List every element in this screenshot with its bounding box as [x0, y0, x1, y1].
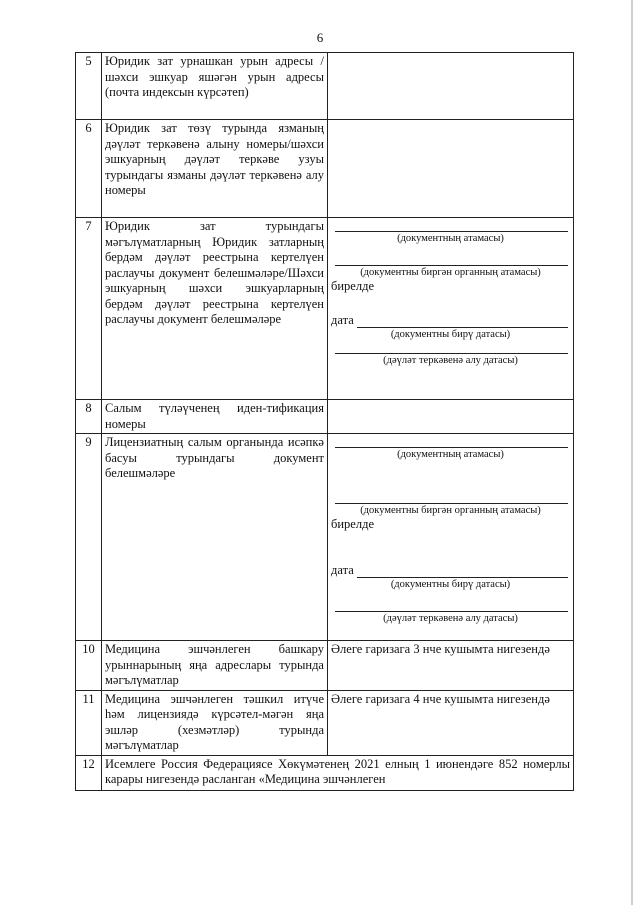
document-name-caption: (документның атамасы)	[397, 449, 504, 460]
issuer-name-caption: (документны биргән органның атамасы)	[360, 267, 541, 278]
row-description: Медицина эшчәнлеген тәшкил итүче һәм лицензиядә күрсәтел-мәгән яңа эшләр (хезмәтләр) турында мәгълүматлар	[102, 690, 328, 755]
registration-date-field[interactable]	[335, 341, 568, 354]
document-name-field[interactable]	[335, 219, 568, 232]
row-number: 11	[76, 690, 102, 755]
row-number: 8	[76, 400, 102, 434]
issuer-name-caption: (документны биргән органның атамасы)	[360, 505, 541, 516]
row-description: Юридик зат урнашкан урын адресы / шәхси эшкуар яшәгән урын адресы (почта индексын күрсәтеп)	[102, 53, 328, 120]
row-number: 10	[76, 641, 102, 691]
row-number: 5	[76, 53, 102, 120]
issue-date-caption: (документны бирү датасы)	[390, 329, 511, 340]
issuer-name-field[interactable]	[335, 253, 568, 266]
registration-date-caption: (дәүләт теркәвенә алу датасы)	[383, 613, 518, 624]
table-row	[76, 218, 574, 400]
value-cell-empty[interactable]	[328, 120, 574, 218]
issued-by-label: бирелде	[331, 279, 374, 293]
document-name-field[interactable]	[335, 435, 568, 448]
value-cell-empty[interactable]	[328, 400, 574, 434]
table-row	[76, 641, 574, 691]
scan-edge-line	[631, 0, 633, 905]
row-description: Юридик зат турындагы мәгълүматларның Юридик затларның бердәм дәүләт реестрына кертелүен раслаучы документ белешмәләре/Шәхси эшкуарның шәхси эшкуарларның бердәм дәүләт реестрына кертелүен раслаучы документ белешмәләре	[102, 218, 328, 400]
application-form-table	[75, 52, 574, 791]
table-row	[76, 434, 574, 641]
issuer-name-field[interactable]	[335, 491, 568, 504]
value-cell-empty[interactable]	[328, 53, 574, 120]
document-name-caption: (документның атамасы)	[397, 233, 504, 244]
row-number: 9	[76, 434, 102, 641]
row-number: 7	[76, 218, 102, 400]
table-row	[76, 690, 574, 755]
row-description: Юридик зат төзү турында язманың дәүләт теркәвенә алыну номеры/шәхси эшкуарның дәүләт теркәве узуы турындагы язманы дәүләт теркәвенә алу номеры	[102, 120, 328, 218]
row-full-text: Исемлеге Россия Федерациясе Хөкүмәтенең 2021 елның 1 июнендәге 852 номерлы карары нигезендә расланган «Медицина эшчәнлеген	[102, 755, 574, 790]
row-description: Лицензиатның салым органында исәпкә басуы турындагы документ белешмәләре	[102, 434, 328, 641]
issue-date-row	[331, 313, 570, 329]
page-number: 6	[316, 30, 324, 45]
issue-date-field[interactable]	[357, 315, 568, 328]
table-row	[76, 400, 574, 434]
issue-date-caption: (документны бирү датасы)	[390, 579, 511, 590]
date-label: дата	[331, 312, 354, 327]
row-description: Салым түләүченең иден-тификация номеры	[102, 400, 328, 434]
document-details-block	[328, 218, 574, 400]
row-description: Медицина эшчәнлеген башкару урыннарының яңа адреслары турында мәгълүматлар	[102, 641, 328, 691]
row-value: Әлеге гаризага 4 нче кушымта нигезендә	[328, 690, 574, 755]
document-details-block	[328, 434, 574, 641]
row-number: 6	[76, 120, 102, 218]
table-row	[76, 53, 574, 120]
issue-date-field[interactable]	[357, 565, 568, 578]
table-row	[76, 120, 574, 218]
date-label: дата	[331, 562, 354, 577]
registration-date-caption: (дәүләт теркәвенә алу датасы)	[383, 355, 518, 366]
table-row	[76, 755, 574, 790]
issue-date-row	[331, 563, 570, 579]
row-value: Әлеге гаризага 3 нче кушымта нигезендә	[328, 641, 574, 691]
row-number: 12	[76, 755, 102, 790]
issued-by-label: бирелде	[331, 517, 374, 531]
registration-date-field[interactable]	[335, 599, 568, 612]
